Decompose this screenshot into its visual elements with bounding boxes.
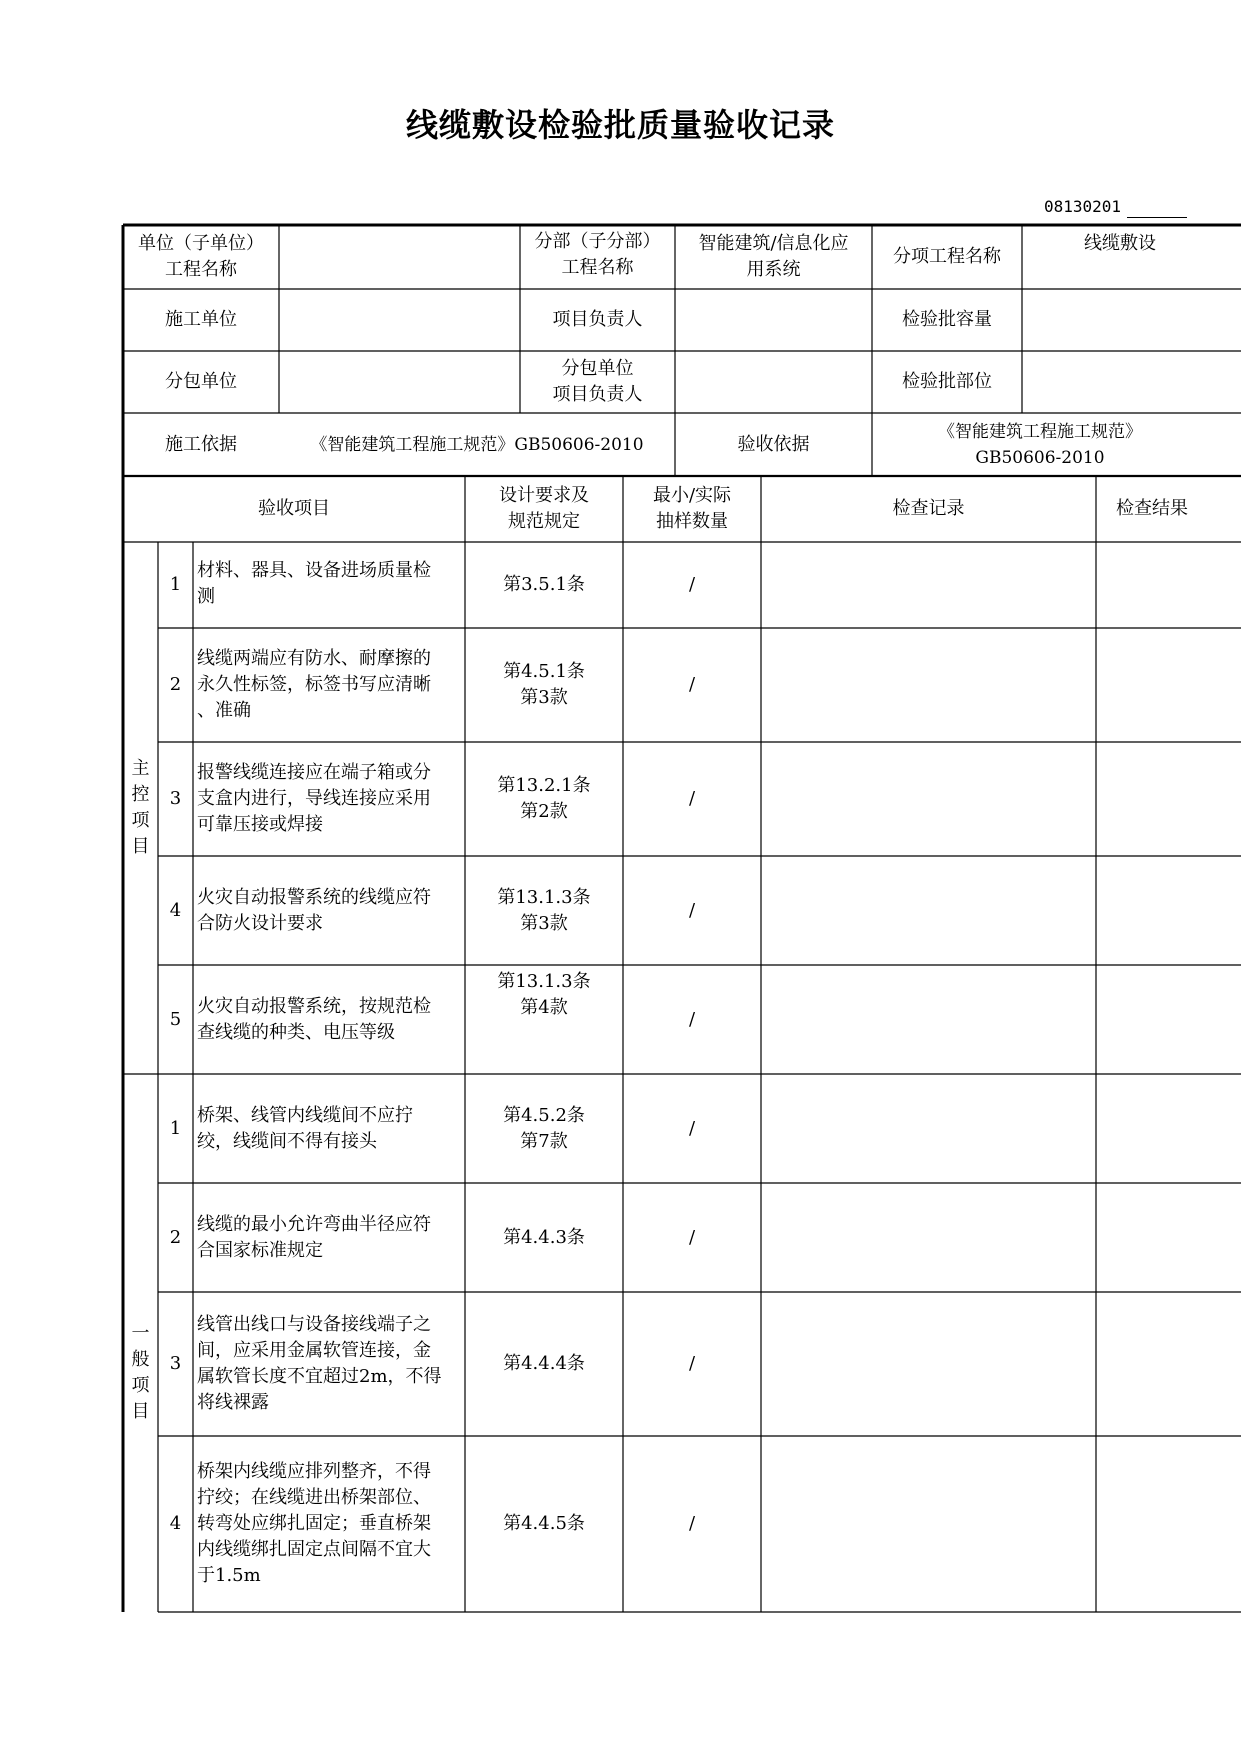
sub-item-name-value[interactable]: 线缆敷设 bbox=[1084, 233, 1156, 254]
item-number: 2 bbox=[169, 1226, 182, 1248]
item-description: 线管出线口与设备接线端子之 间，应采用金属软管连接，金 属软管长度不宜超过2m，不得 将线裸露 bbox=[197, 1314, 442, 1413]
form-code: 08130201 bbox=[1044, 197, 1122, 216]
acceptance-basis-value: 《智能建筑工程施工规范》 GB50606-2010 bbox=[938, 421, 1142, 468]
item-spec: 第4.4.4条 bbox=[503, 1353, 585, 1374]
item-description: 材料、器具、设备进场质量检 测 bbox=[197, 560, 431, 607]
subcontractor-label: 分包单位 bbox=[165, 371, 237, 392]
item-number: 1 bbox=[169, 1117, 182, 1139]
project-manager-value[interactable] bbox=[675, 289, 872, 351]
item-number: 4 bbox=[169, 899, 182, 921]
item-sample[interactable]: / bbox=[688, 899, 696, 921]
item-number: 1 bbox=[169, 574, 182, 595]
item-sample[interactable]: / bbox=[688, 1513, 696, 1534]
batch-location-value[interactable] bbox=[1022, 351, 1241, 413]
sub-item-name-label: 分项工程名称 bbox=[893, 246, 1001, 267]
item-spec: 第13.2.1条 第2款 bbox=[497, 775, 591, 822]
unit-name-value[interactable] bbox=[279, 225, 520, 289]
item-spec: 第4.4.5条 bbox=[503, 1513, 585, 1534]
item-spec: 第13.1.3条 第4款 bbox=[497, 971, 591, 1018]
project-manager-label: 项目负责人 bbox=[552, 309, 643, 330]
col-header-item: 验收项目 bbox=[258, 498, 330, 519]
item-sample[interactable]: / bbox=[688, 574, 696, 595]
item-description: 线缆的最小允许弯曲半径应符 合国家标准规定 bbox=[197, 1213, 431, 1261]
unit-name-label: 单位（子单位） 工程名称 bbox=[138, 233, 264, 280]
item-number: 3 bbox=[169, 1353, 182, 1374]
batch-location-label: 检验批部位 bbox=[902, 371, 992, 392]
col-header-result: 检查结果 bbox=[1116, 498, 1188, 519]
constructor-label: 施工单位 bbox=[165, 309, 237, 330]
item-sample[interactable]: / bbox=[688, 1353, 696, 1374]
constructor-value[interactable] bbox=[279, 289, 520, 351]
col-header-sample: 最小/实际 抽样数量 bbox=[652, 485, 732, 532]
item-description: 报警线缆连接应在端子箱或分 支盒内进行，导线连接应采用 可靠压接或焊接 bbox=[197, 762, 431, 835]
construction-basis-value: 《智能建筑工程施工规范》GB50606-2010 bbox=[310, 434, 644, 455]
item-sample[interactable]: / bbox=[688, 1226, 696, 1248]
item-description: 桥架内线缆应排列整齐，不得 拧绞；在线缆进出桥架部位、 转弯处应绑扎固定；垂直桥架 内线缆绑扎固定点间隔不宜大 于1.5m bbox=[197, 1461, 431, 1586]
item-number: 5 bbox=[169, 1008, 182, 1030]
division-name-label: 分部（子分部） 工程名称 bbox=[534, 231, 661, 278]
col-header-record: 检查记录 bbox=[892, 498, 965, 519]
item-number: 2 bbox=[169, 674, 182, 695]
division-name-value[interactable]: 智能建筑/信息化应 用系统 bbox=[698, 233, 849, 280]
item-spec: 第3.5.1条 bbox=[503, 574, 585, 595]
batch-capacity-value[interactable] bbox=[1022, 289, 1241, 351]
construction-basis-label: 施工依据 bbox=[165, 433, 237, 455]
item-spec: 第4.5.1条 第3款 bbox=[503, 661, 585, 708]
item-sample[interactable]: / bbox=[688, 788, 696, 809]
item-sample[interactable]: / bbox=[688, 1117, 696, 1139]
item-description: 火灾自动报警系统，按规范检 查线缆的种类、电压等级 bbox=[197, 995, 431, 1043]
acceptance-basis-label: 验收依据 bbox=[737, 433, 810, 455]
item-description: 线缆两端应有防水、耐摩擦的 永久性标签，标签书写应清晰 、准确 bbox=[197, 648, 431, 721]
item-number: 4 bbox=[169, 1513, 182, 1534]
item-spec: 第4.4.3条 bbox=[503, 1226, 585, 1248]
general-group-label: 一般项目 bbox=[131, 1323, 150, 1422]
item-spec: 第13.1.3条 第3款 bbox=[497, 886, 591, 934]
item-sample[interactable]: / bbox=[688, 674, 696, 695]
item-spec: 第4.5.2条 第7款 bbox=[503, 1104, 585, 1152]
item-number: 3 bbox=[169, 788, 182, 809]
subcontractor-value[interactable] bbox=[279, 351, 520, 413]
sub-project-manager-value[interactable] bbox=[675, 351, 872, 413]
item-description: 桥架、线管内线缆间不应拧 绞，线缆间不得有接头 bbox=[197, 1104, 413, 1152]
col-header-requirement: 设计要求及 规范规定 bbox=[499, 485, 589, 532]
sub-project-manager-label: 分包单位 项目负责人 bbox=[552, 358, 643, 405]
page-title: 线缆敷设检验批质量验收记录 bbox=[405, 106, 835, 144]
batch-capacity-label: 检验批容量 bbox=[902, 309, 992, 330]
main-control-group-label: 主控项目 bbox=[131, 758, 150, 857]
item-description: 火灾自动报警系统的线缆应符 合防火设计要求 bbox=[197, 886, 431, 934]
item-sample[interactable]: / bbox=[688, 1008, 696, 1030]
